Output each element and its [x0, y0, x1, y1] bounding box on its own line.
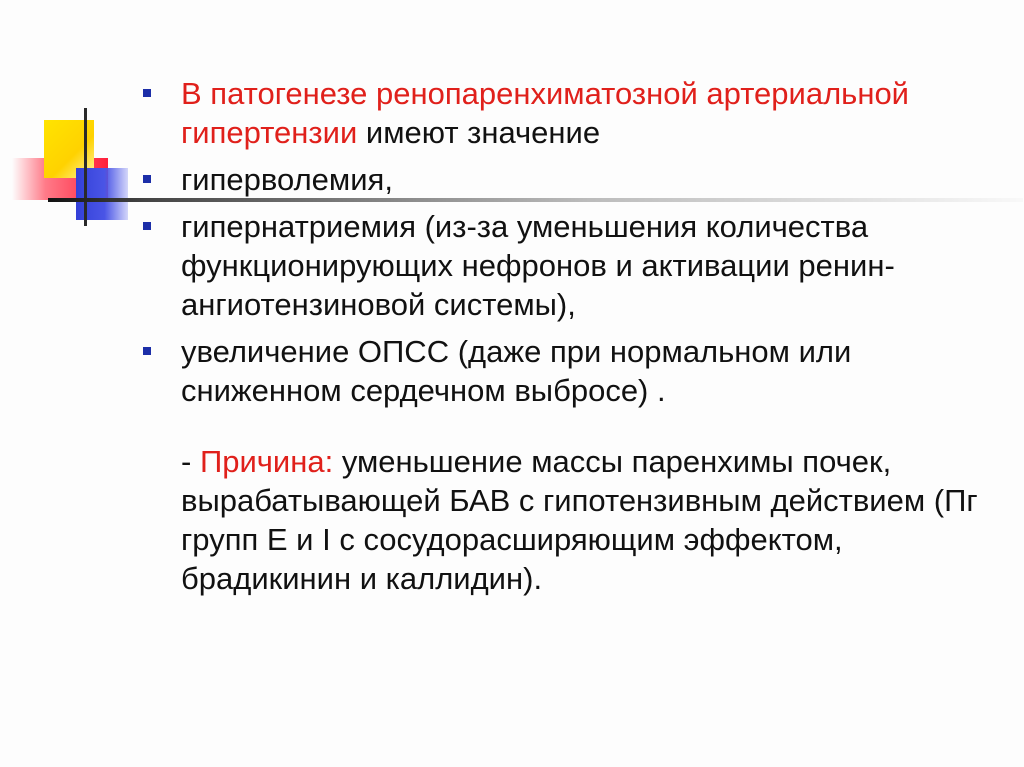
bullet-text: имеют значение: [357, 115, 601, 150]
cause-paragraph: [140, 442, 1010, 598]
bullet-text: гипернатриемия (из-за уменьшения количества функционирующих нефронов и активации ренин-ангиотензиновой системы),: [181, 209, 895, 322]
bullet-text: гиперволемия,: [181, 162, 393, 197]
square-bullet-icon: [143, 175, 151, 183]
bullet-item: [140, 332, 1010, 410]
bullet-item: [140, 74, 1010, 152]
decorative-vertical-line: [84, 108, 87, 226]
bullet-text: увеличение ОПСС (даже при нормальном или сниженном сердечном выбросе) .: [181, 334, 852, 408]
cause-label: Причина:: [199, 444, 334, 479]
cause-text: уменьшение массы паренхимы почек, вырабатывающей БАВ с гипотензивным действием (Пг групп Е и I с сосудорасширяющим эффектом, брадикинин и каллидин).: [181, 444, 978, 596]
square-bullet-icon: [143, 347, 151, 355]
slide-content: [140, 74, 1010, 598]
bullet-item: [140, 160, 1010, 199]
bullet-list: [140, 74, 1010, 410]
bullet-text-highlight: В патогенезе ренопаренхиматозной артериальной гипертензии: [181, 76, 910, 150]
square-bullet-icon: [143, 89, 151, 97]
bullet-item: [140, 207, 1010, 324]
cause-dash: -: [181, 444, 200, 479]
square-bullet-icon: [143, 222, 151, 230]
